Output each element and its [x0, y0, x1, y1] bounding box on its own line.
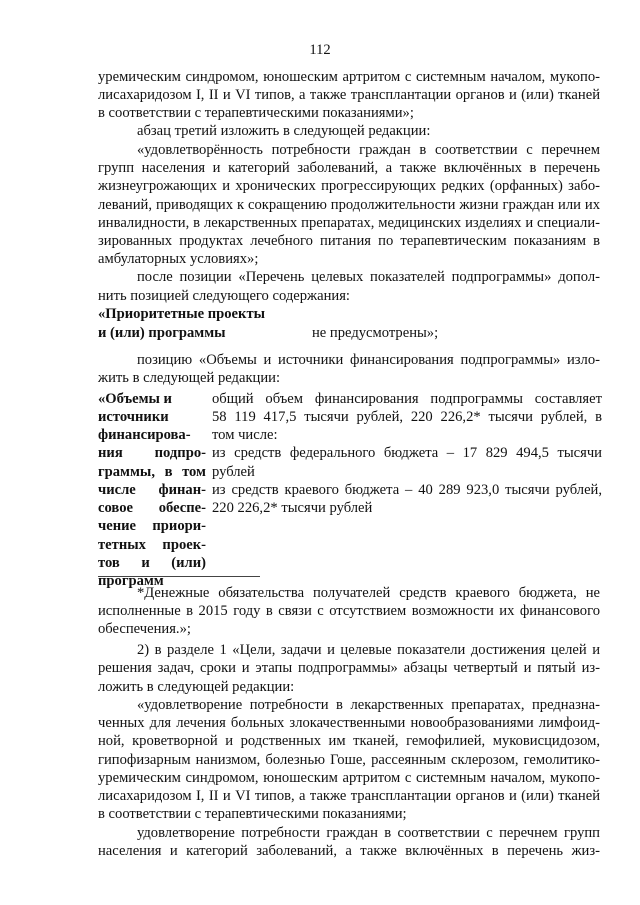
funding-value: 220 226,2* тысячи рублей	[212, 500, 373, 516]
funding-label: граммы, в том	[98, 464, 206, 480]
text-line: нить позицией следующего содержания:	[98, 288, 350, 304]
text-line: решения задач, сроки и этапы подпрограммы» абзацы четвертый и пятый из-	[98, 660, 600, 676]
funding-label: источники	[98, 409, 169, 425]
text-line: удовлетворение потребности граждан в соответствии с перечнем групп	[137, 825, 600, 841]
text-line: ченных для лечения больных злокачественными новообразованиями лимфоид-	[98, 715, 600, 731]
text-line: позицию «Объемы и источники финансирования подпрограммы» изло-	[137, 352, 600, 368]
text-line: населения и категорий заболеваний, а также включённых в перечень жиз-	[98, 843, 600, 859]
text-line: в соответствии с терапевтическими показаниями»;	[98, 105, 414, 121]
text-line: «удовлетворённость потребности граждан в соответствии с перечнем	[137, 142, 600, 158]
funding-value: 58 119 417,5 тысячи рублей, 220 226,2* тысячи рублей, в	[212, 409, 602, 425]
text-line: абзац третий изложить в следующей редакции:	[137, 123, 431, 139]
text-line: леваний, приводящих к сокращению продолжительности жизни граждан или их	[98, 197, 600, 213]
funding-value: общий объем финансирования подпрограммы составляет	[212, 391, 602, 407]
text-line: гипофизарным нанизмом, болезнью Гоше, рассеянным склерозом, гемолитико-	[98, 752, 600, 768]
footnote-line: исполненные в 2015 году в связи с отсутствием возможности их финансового	[98, 603, 600, 619]
text-line: зированных продуктах лечебного питания по терапевтическим показаниям в	[98, 233, 600, 249]
text-line: жить в следующей редакции:	[98, 370, 281, 386]
text-line: ной, кроветворной и родственных им тканей, гемофилией, муковисцидозом,	[98, 733, 600, 749]
funding-label: совое обеспе-	[98, 500, 206, 516]
text-line: ложить в следующей редакции:	[98, 679, 295, 695]
funding-value: из средств краевого бюджета – 40 289 923,0 тысячи рублей,	[212, 482, 602, 498]
footnote-line: обеспечения.»;	[98, 621, 191, 637]
text-line: инвалидности, в лекарственных препаратах, медицинских изделиях и специали-	[98, 215, 600, 231]
text-line: лисахаридозом I, II и VI типов, а также трансплантации органов и (или) тканей	[98, 788, 600, 804]
text-line: 2) в разделе 1 «Цели, задачи и целевые показатели достижения целей и	[137, 642, 600, 658]
funding-label: чение приори-	[98, 518, 206, 534]
funding-value: из средств федерального бюджета – 17 829 494,5 тысячи	[212, 445, 602, 461]
text-line: «удовлетворение потребности в лекарственных препаратах, предназна-	[137, 697, 600, 713]
funding-label: финансирова-	[98, 427, 191, 443]
funding-label: тетных проек-	[98, 537, 206, 553]
page-number: 112	[309, 42, 331, 58]
text-line: групп населения и категорий заболеваний, а также включённых в перечень	[98, 160, 600, 176]
text-line: амбулаторных условиях»;	[98, 251, 259, 267]
funding-label: ния подпро-	[98, 445, 206, 461]
text-line: после позиции «Перечень целевых показателей подпрограммы» допол-	[137, 269, 600, 285]
funding-label: тов и (или)	[98, 555, 206, 571]
priority-label: и (или) программы	[98, 325, 226, 341]
funding-value: рублей	[212, 464, 255, 480]
text-line: уремическим синдромом, юношеским артритом с системным началом, мукопо-	[98, 69, 600, 85]
text-line: жизнеугрожающих и хронических прогрессирующих редких (орфанных) забо-	[98, 178, 600, 194]
text-line: лисахаридозом I, II и VI типов, а также трансплантации органов и (или) тканей	[98, 87, 600, 103]
funding-label: числе финан-	[98, 482, 206, 498]
funding-label: «Объемы и	[98, 391, 172, 407]
text-line: в соответствии с терапевтическими показаниями;	[98, 806, 407, 822]
funding-value: том числе:	[212, 427, 278, 443]
text-line: уремическим синдромом, юношеским артритом с системным началом, мукопо-	[98, 770, 600, 786]
footnote-line: *Денежные обязательства получателей средств краевого бюджета, не	[137, 585, 600, 601]
priority-value: не предусмотрены»;	[312, 325, 439, 341]
footnote-separator	[98, 576, 260, 577]
funding-label: программ	[98, 573, 164, 589]
priority-label: «Приоритетные проекты	[98, 306, 266, 322]
